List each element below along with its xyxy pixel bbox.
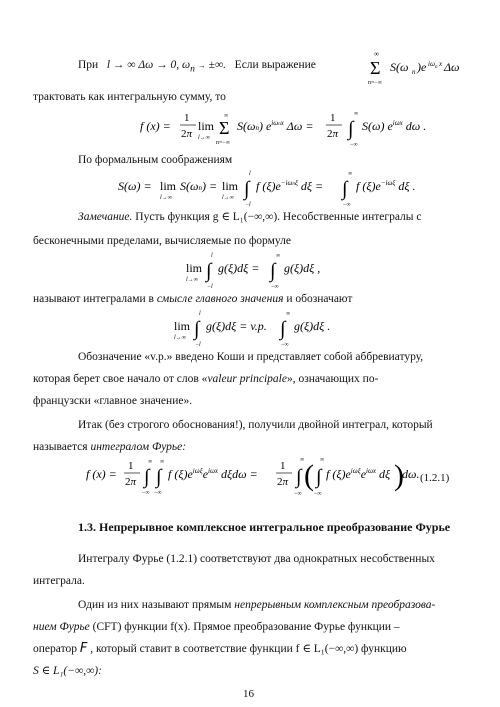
svg-text:∫: ∫ xyxy=(244,178,250,200)
paragraph-line-17: S ∈ L₁(−∞,∞): xyxy=(33,665,102,677)
text-fourier-integral: интегралом Фурье: xyxy=(90,441,187,453)
svg-text:∞: ∞ xyxy=(286,311,291,317)
svg-text:∞: ∞ xyxy=(224,113,229,119)
remark-label: Замечание. xyxy=(78,211,133,223)
svg-text:∞: ∞ xyxy=(300,457,305,463)
text-cft-function: (CFT) функции f(x). Прямое преобразование Фурье функции – xyxy=(92,621,400,633)
svg-text:lim: lim xyxy=(198,119,215,133)
equation-1 xyxy=(140,104,440,150)
svg-text:l→∞: l→∞ xyxy=(222,195,234,201)
svg-text:−l: −l xyxy=(195,342,201,348)
text-continuous-complex: непрерывным комплексным преобразова- xyxy=(234,599,436,611)
svg-text:l→∞: l→∞ xyxy=(174,335,186,341)
svg-text:−∞: −∞ xyxy=(294,491,302,497)
equation-4 xyxy=(174,306,374,348)
paragraph-line-10: Итак (без строгого обоснования!), получили двойной интеграл, который xyxy=(78,419,433,431)
svg-text:−∞: −∞ xyxy=(142,490,150,496)
svg-text:f (ξ)eiωξeiωx dξ: f $(\xi)e^{i\omega\xi}e^{i\omega x}$ dξ xyxy=(326,467,391,481)
svg-text:(: ( xyxy=(304,459,314,492)
paragraph-line-13: интеграла. xyxy=(33,575,85,587)
text-valeur-principale: valeur principale xyxy=(207,373,287,385)
paragraph-line-7: Обозначение «v.p.» введено Коши и представляет собой аббревиатуру, xyxy=(78,351,424,363)
paragraph-line-8 xyxy=(33,372,378,386)
text-operator: оператор xyxy=(33,643,77,655)
svg-text:∫: ∫ xyxy=(316,466,322,488)
paragraph-line-14 xyxy=(78,598,435,612)
svg-text:∫: ∫ xyxy=(270,260,276,282)
svg-text:∫: ∫ xyxy=(144,466,150,488)
svg-text:n: n xyxy=(412,68,416,76)
paragraph-line-1 xyxy=(78,58,316,76)
svg-text:−∞: −∞ xyxy=(281,342,289,348)
paragraph-line-12: Интегралу Фурье (1.2.1) соответствуют два однократных несобственных xyxy=(78,553,435,565)
sum-expression xyxy=(368,46,478,86)
paragraph-line-5: бесконечными пределами, вычисляемые по формуле xyxy=(33,235,291,247)
svg-text:∞: ∞ xyxy=(354,111,359,117)
text-principal-value-sense: смысле главного значения xyxy=(156,293,284,305)
svg-text:1: 1 xyxy=(184,112,190,124)
svg-text:S(ω) eiωx dω .: S(ω) $e^{i\omega x}$ dω . xyxy=(362,119,427,133)
svg-text:l: l xyxy=(249,171,251,177)
svg-text:−l: −l xyxy=(245,202,251,208)
equation-5 xyxy=(86,450,420,500)
svg-text:f (ξ)e−iωnξ dξ =: f $(\xi)e^{-i\omega}n\xi$ dξ = xyxy=(256,179,324,193)
svg-text:f (ξ)e−iωξ dξ .: f $(\xi)e^{-i\omega\xi}$ dξ . xyxy=(356,179,416,193)
svg-text:S(ωn) eiωnx Δω =: S(ωn) $e^{i\omega}nx$ Δω = xyxy=(237,119,314,133)
text-meaning-in: », означающих по- xyxy=(286,373,379,385)
svg-text:−∞: −∞ xyxy=(154,490,162,496)
svg-text:∞: ∞ xyxy=(320,457,325,463)
svg-text:l: l xyxy=(211,253,213,259)
svg-text:∞: ∞ xyxy=(160,459,165,465)
paragraph-line-9: французски «главное значение». xyxy=(33,395,193,407)
svg-text:1: 1 xyxy=(330,112,336,124)
text-called-integrals: называют интегралами в xyxy=(33,293,154,305)
text-maps-function: , который ставит в соответствие функции f ∈ L₁(−∞,∞) функцию xyxy=(90,643,407,655)
svg-text:Σ: Σ xyxy=(219,118,230,138)
svg-text:−∞: −∞ xyxy=(314,491,322,497)
svg-text:n=−∞: n=−∞ xyxy=(216,140,231,146)
operator-F-symbol: F xyxy=(79,641,88,656)
section-heading: 1.3. Непрерывное комплексное интегральное преобразование Фурье xyxy=(78,520,451,534)
svg-text:iω: iω xyxy=(428,60,435,68)
svg-text:f (x) =: f (x) = xyxy=(86,467,117,481)
svg-text:x: x xyxy=(439,60,443,68)
svg-text:Δω: Δω xyxy=(444,60,460,74)
text-which-originates: которая берет свое начало от слов « xyxy=(33,373,208,385)
svg-text:g(ξ)dξ =: g(ξ)dξ = xyxy=(218,261,260,275)
svg-text:1: 1 xyxy=(128,460,134,472)
svg-text:∫: ∫ xyxy=(194,318,200,340)
svg-text:∫: ∫ xyxy=(296,466,302,488)
svg-text:Σ: Σ xyxy=(370,58,381,78)
svg-text:)e: )e xyxy=(417,60,427,74)
svg-text:lim: lim xyxy=(174,319,191,333)
svg-text:lim: lim xyxy=(186,261,203,275)
svg-text:2π: 2π xyxy=(277,476,289,488)
text-if-expression: Если выражение xyxy=(234,59,316,71)
svg-text:∫: ∫ xyxy=(156,466,162,488)
svg-text:2π: 2π xyxy=(327,128,339,140)
svg-text:n: n xyxy=(435,65,438,70)
svg-text:f (x) =: f (x) = xyxy=(140,119,171,133)
paragraph-line-3: По формальным соображениям xyxy=(78,154,233,166)
equation-2 xyxy=(118,166,458,208)
svg-text:∫: ∫ xyxy=(206,260,212,282)
svg-text:2π: 2π xyxy=(125,476,137,488)
svg-text:dω.: dω. xyxy=(402,467,420,481)
text-one-of-them: Один из них называют прямым xyxy=(78,599,232,611)
svg-text:S(ωn) =: S(ωn) = xyxy=(180,179,218,193)
svg-text:f (ξ)eiωξeiωx dξdω =: f $(\xi)e^{i\omega\xi}e^{i\omega x}$ dξdω = xyxy=(168,467,258,481)
svg-text:l: l xyxy=(199,311,201,317)
remark-text: Пусть функция g ∈ L₁(−∞,∞). Несобственные интегралы с xyxy=(135,211,422,223)
text-fourier-transform-ital: нием Фурье xyxy=(33,621,90,633)
paragraph-line-2: трактовать как интегральную сумму, то xyxy=(33,91,226,103)
svg-text:l→∞: l→∞ xyxy=(198,135,210,141)
svg-text:S(ω) =: S(ω) = xyxy=(118,179,152,193)
svg-text:n=−∞: n=−∞ xyxy=(368,80,383,86)
svg-text:∞: ∞ xyxy=(148,459,153,465)
svg-text:−l: −l xyxy=(207,284,213,290)
page-number: 16 xyxy=(243,688,254,700)
paragraph-line-6 xyxy=(33,292,352,306)
svg-text:l→∞: l→∞ xyxy=(160,195,172,201)
paragraph-line-15 xyxy=(33,620,400,634)
svg-text:∫: ∫ xyxy=(342,178,348,200)
equation-3 xyxy=(186,248,346,290)
svg-text:∫: ∫ xyxy=(348,118,354,140)
svg-text:l→∞: l→∞ xyxy=(186,277,198,283)
text-and-denote: и обозначают xyxy=(286,293,353,305)
svg-text:g(ξ)dξ ,: g(ξ)dξ , xyxy=(284,261,321,275)
svg-text:lim: lim xyxy=(222,179,239,193)
paragraph-line-16 xyxy=(33,642,407,656)
paragraph-line-4 xyxy=(78,210,422,224)
svg-text:2π: 2π xyxy=(181,128,193,140)
svg-text:−∞: −∞ xyxy=(271,284,279,290)
text-is-called: называется xyxy=(33,441,88,453)
svg-text:∞: ∞ xyxy=(348,171,353,177)
svg-text:lim: lim xyxy=(160,179,177,193)
svg-text:∫: ∫ xyxy=(280,318,286,340)
math-limit-expression: l → ∞ Δω → 0, $\omega_n$ → ±∞. xyxy=(106,59,227,75)
text-pri: При xyxy=(78,59,99,71)
svg-text:∞: ∞ xyxy=(276,253,281,259)
svg-text:g(ξ)dξ = v.p.: g(ξ)dξ = v.p. xyxy=(206,319,267,333)
svg-text:−∞: −∞ xyxy=(343,202,351,208)
svg-text:1: 1 xyxy=(280,460,286,472)
svg-text:): ) xyxy=(394,459,404,492)
svg-text:S(ω: S(ω xyxy=(390,60,409,74)
svg-text:g(ξ)dξ .: g(ξ)dξ . xyxy=(294,319,331,333)
equation-number: (1.2.1) xyxy=(420,472,450,484)
svg-text:∞: ∞ xyxy=(374,50,379,58)
svg-text:−∞: −∞ xyxy=(350,142,358,148)
